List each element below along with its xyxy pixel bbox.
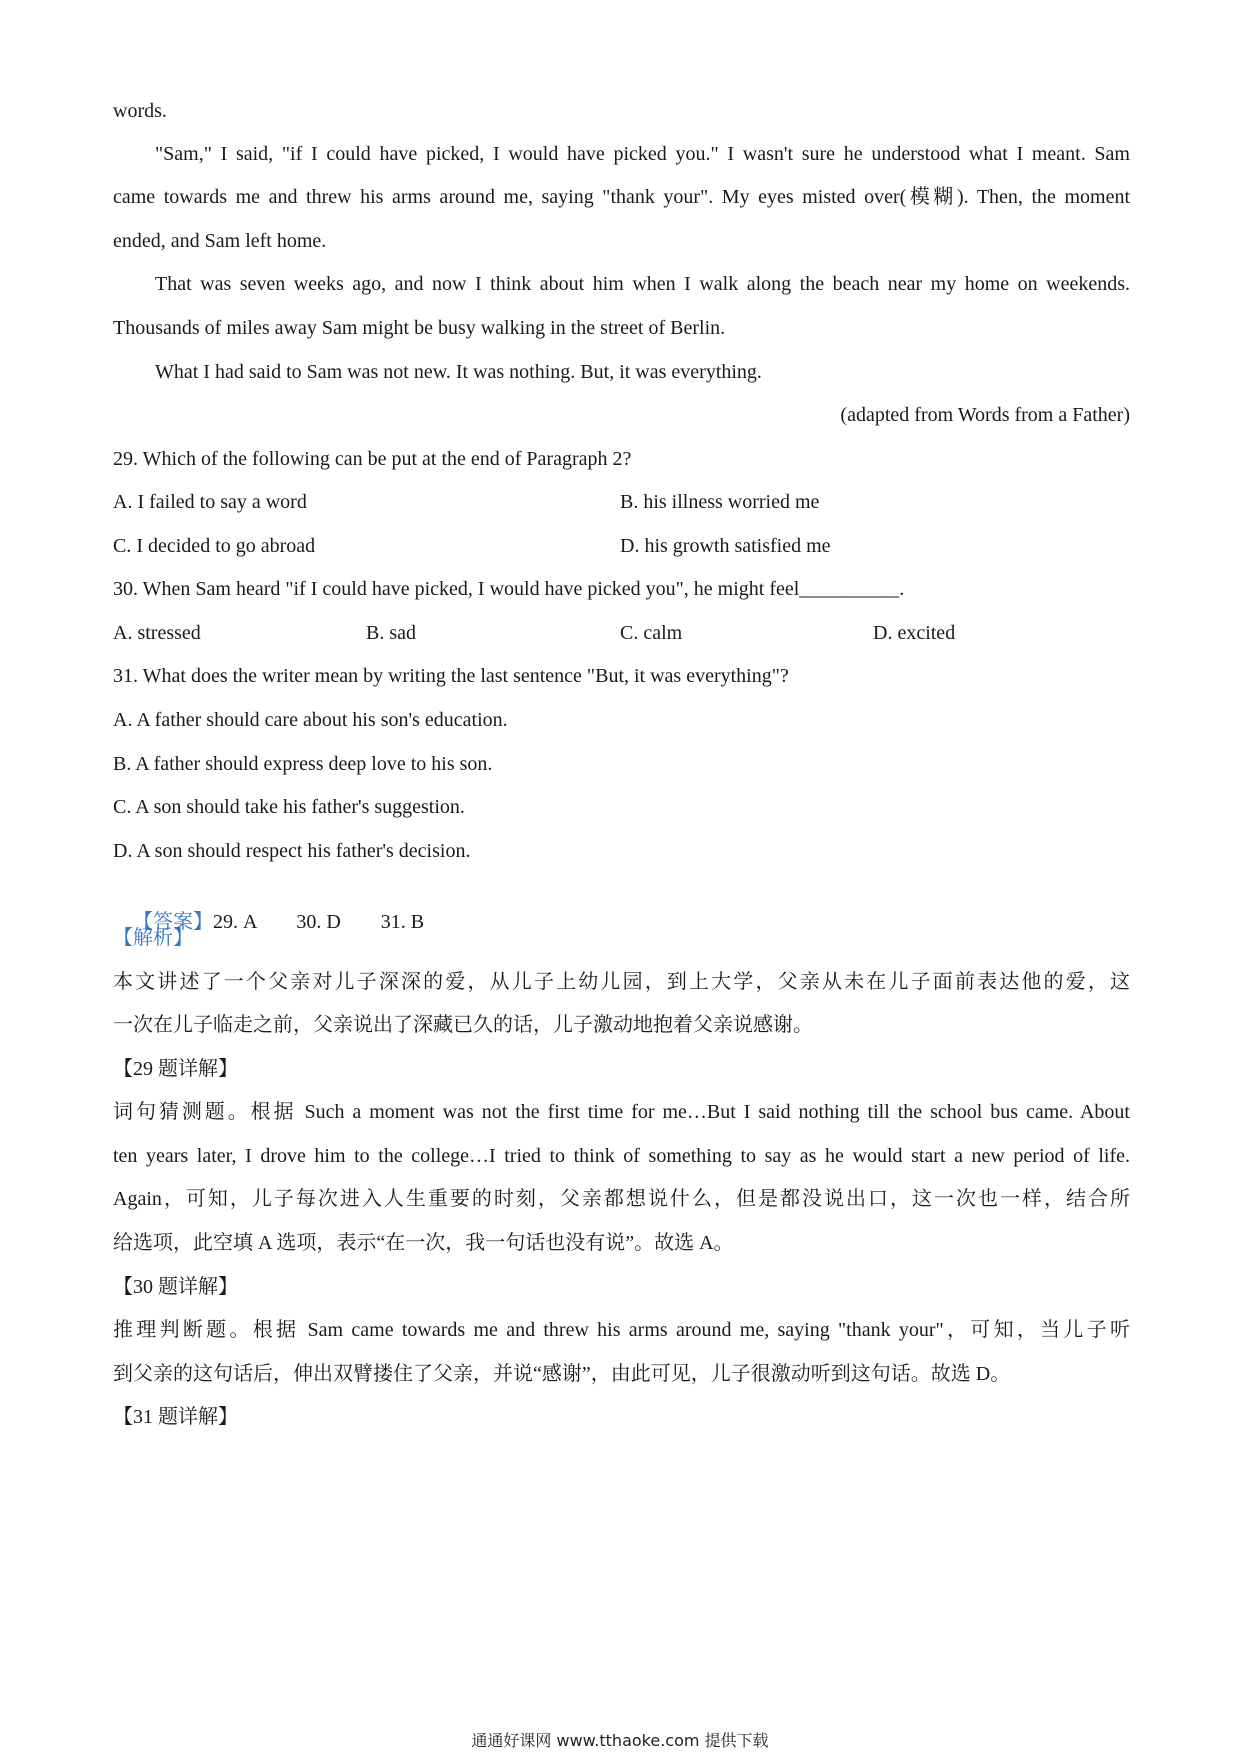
q31-option-a: A. A father should care about his son's education. [113,709,508,731]
passage-line: Thousands of miles away Sam might be busy walking in the street of Berlin. [113,317,726,339]
detail-29-heading: 【29 题详解】 [113,1058,238,1080]
detail-29-line: ten years later, I drove him to the college…I tried to think of something to say as he would start a new period of life. [113,1145,1130,1167]
detail-30-line: 推理判断题。根据 Sam came towards me and threw his arms around me, saying "thank your"，可知，当儿子听 [113,1319,1130,1341]
q30-option-b: B. sad [366,622,416,644]
q29-option-c: C. I decided to go abroad [113,535,316,557]
detail-29-line: 给选项，此空填 A 选项，表示“在一次，我一句话也没有说”。故选 A。 [113,1232,734,1254]
q31-option-b: B. A father should express deep love to his son. [113,753,493,775]
passage-line: That was seven weeks ago, and now I think about him when I walk along the beach near my home on weekends. [155,273,1130,295]
answer-tag: 【答案】 [133,911,213,933]
q31-option-d: D. A son should respect his father's decision. [113,840,471,862]
q30-option-d: D. excited [873,622,956,644]
q30-option-a: A. stressed [113,622,201,644]
detail-29-line: 词句猜测题。根据 Such a moment was not the first time for me…But I said nothing till the school bus came. About [113,1101,1130,1123]
footer-credit: 通通好课网 www.tthaoke.com 提供下载 [471,1731,769,1750]
detail-29-line: Again，可知，儿子每次进入人生重要的时刻，父亲都想说什么，但是都没说出口，这一次也一样，结合所 [113,1188,1130,1210]
answer-text: 29. A 30. D 31. B [213,911,425,933]
detail-31-heading: 【31 题详解】 [113,1406,238,1428]
q29-option-a: A. I failed to say a word [113,491,307,513]
analysis-summary-line: 一次在儿子临走之前，父亲说出了深藏已久的话，儿子激动地抱着父亲说感谢。 [113,1014,813,1036]
source-credit: (adapted from Words from a Father) [840,404,1130,426]
passage-line: came towards me and threw his arms around me, saying "thank your". My eyes misted over(模糊). Then, the moment [113,186,1130,208]
detail-30-line: 到父亲的这句话后，伸出双臂搂住了父亲，并说“感谢”，由此可见，儿子很激动听到这句话。故选 D。 [113,1363,1011,1385]
question-29-stem: 29. Which of the following can be put at the end of Paragraph 2? [113,448,632,470]
passage-line: What I had said to Sam was not new. It was nothing. But, it was everything. [155,361,762,383]
analysis-tag: 【解析】 [113,927,193,949]
passage-line: "Sam," I said, "if I could have picked, I would have picked you." I wasn't sure he understood what I meant. Sam [155,143,1130,165]
q29-option-d: D. his growth satisfied me [620,535,831,557]
q30-option-c: C. calm [620,622,683,644]
q31-option-c: C. A son should take his father's suggestion. [113,796,465,818]
question-31-stem: 31. What does the writer mean by writing the last sentence "But, it was everything"? [113,665,789,687]
analysis-summary-line: 本文讲述了一个父亲对儿子深深的爱，从儿子上幼儿园，到上大学，父亲从未在儿子面前表达他的爱，这 [113,971,1130,993]
question-30-stem: 30. When Sam heard "if I could have picked, I would have picked you", he might feel__________. [113,578,905,600]
passage-line: words. [113,100,167,122]
q29-option-b: B. his illness worried me [620,491,820,513]
passage-line: ended, and Sam left home. [113,230,327,252]
detail-30-heading: 【30 题详解】 [113,1276,238,1298]
